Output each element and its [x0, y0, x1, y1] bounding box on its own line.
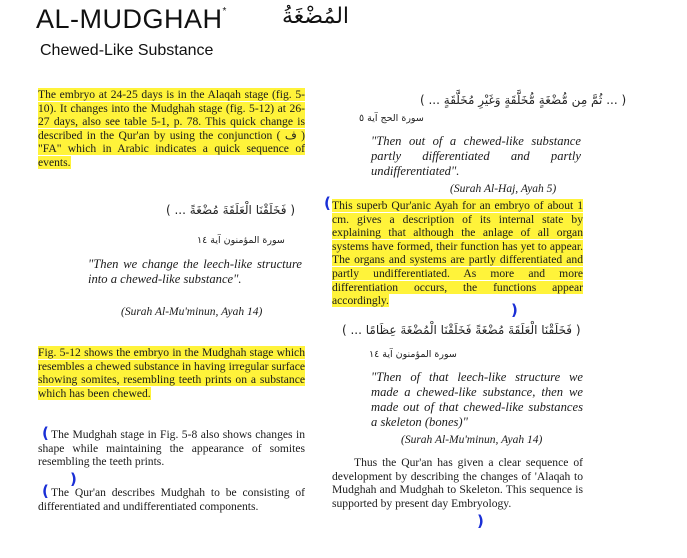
right-arabic-verse-2: ( فَخَلَقْنَا الْعَلَقَةَ مُضْغَةً فَخَلَقْنَا الْمُضْغَةَ عِظَامًا ... )	[342, 323, 581, 337]
right-arabic-reference-1: سورة الحج آية ٥	[359, 113, 424, 124]
pen-bracket-open: (	[324, 194, 331, 212]
pen-bracket-close: )	[70, 470, 77, 488]
left-paragraph-2: Fig. 5-12 shows the embryo in the Mudghah stage which resembles a chewed substance in having irregular surface showing somites, resembling teeth prints on a substance which has been chewed.	[38, 346, 305, 400]
right-citation-1: (Surah Al-Haj, Ayah 5)	[450, 183, 557, 195]
pen-bracket-close: )	[511, 301, 518, 319]
right-arabic-verse-1: ( ... ثُمَّ مِن مُّضْغَةٍ مُّخَلَّقَةٍ وَغَيْرِ مُخَلَّقَةٍ ... )	[420, 93, 627, 107]
right-paragraph-1: This superb Qur'anic Ayah for an embryo of about 1 cm. gives a description of its internal state by explaining that although the anlage of all organ systems have formed, their function has yet to appear. The organs and systems are partly differentiated and partly undifferentiated. As more and more differentiation occurs, the functions appear accordingly.	[332, 199, 583, 308]
right-quote-1: "Then out of a chewed-like substance partly differentiated and partly undifferentiated".	[371, 134, 581, 178]
left-paragraph-4: The Qur'an describes Mudghah to be consisting of differentiated and undifferentiated components.	[38, 486, 305, 513]
pen-bracket-open: (	[42, 424, 49, 442]
page-title: AL-MUDGHAH*	[36, 4, 227, 34]
left-paragraph-3: The Mudghah stage in Fig. 5-8 also shows changes in shape while maintaining the appearance of somites resembling the teeth prints.	[38, 428, 305, 469]
left-paragraph-1: The embryo at 24-25 days is in the Alaqah stage (fig. 5-10). It changes into the Mudghah stage (fig. 5-12) at 26-27 days, also see table 5-1, p. 78. This quick change is described in the Qur'an by using the conjunction ( ف ) "FA" which in Arabic indicates a quick sequence of events.	[38, 88, 305, 169]
pen-bracket-close: )	[477, 512, 484, 530]
left-arabic-verse: ( فَخَلَقْنَا الْعَلَقَةَ مُضْغَةً ... )	[166, 203, 295, 217]
right-quote-2: "Then of that leech-like structure we made a chewed-like substance, then we made out of that chewed-like substances a skeleton (bones)"	[371, 370, 583, 429]
left-citation: (Surah Al-Mu'minun, Ayah 14)	[121, 306, 263, 318]
right-citation-2: (Surah Al-Mu'minun, Ayah 14)	[401, 434, 543, 446]
right-paragraph-2: Thus the Qur'an has given a clear sequence of development by describing the changes of 'Alaqah to Mudghah and Mudghah to Skeleton. This sequence is supported by present day Embryology.	[332, 456, 583, 510]
right-arabic-reference-2: سورة المؤمنون آية ١٤	[369, 349, 457, 360]
pen-bracket-open: (	[42, 482, 49, 500]
page-subtitle: Chewed-Like Substance	[40, 42, 214, 59]
left-quote: "Then we change the leech-like structure into a chewed-like substance".	[88, 257, 302, 286]
footnote-mark: *	[222, 6, 227, 17]
page-title-arabic: المُضْغَةُ	[282, 4, 350, 29]
left-arabic-reference: سورة المؤمنون آية ١٤	[197, 235, 285, 246]
